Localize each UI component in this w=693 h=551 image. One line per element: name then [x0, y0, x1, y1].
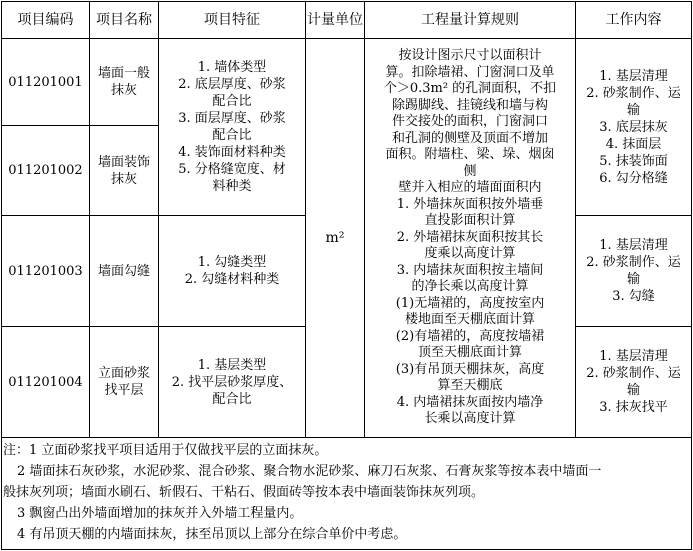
item-code: 011201001 [8, 74, 83, 90]
note-line: 4 有吊顶天棚的内墙面抹灰，抹至吊顶以上部分在综合单价中考虑。 [17, 527, 407, 542]
header-name: 项目名称 [96, 11, 152, 28]
header-code: 项目编码 [17, 11, 74, 28]
note-line: 注：1 立面砂浆找平项目适用于仅做找平层的立面抹灰。 [3, 443, 328, 458]
item-code: 011201003 [8, 263, 83, 279]
note-line: 2 墙面抹石灰砂浆，水泥砂浆、混合砂浆、聚合物水泥砂浆、麻刀石灰浆、石膏灰浆等按本表中墙面一 [17, 464, 602, 479]
item-name: 墙面一般 抹灰 [97, 66, 150, 98]
unit-value: m² [325, 229, 345, 246]
header-unit: 计量单位 [307, 11, 363, 28]
item-name: 墙面装饰 抹灰 [97, 154, 150, 187]
item-features: 1. 勾缝类型 2. 勾缝材料种类 [184, 255, 280, 287]
item-code: 011201004 [8, 374, 83, 390]
item-name: 墙面勾缝 [97, 263, 150, 279]
header-rule: 工程量计算规则 [421, 11, 519, 28]
table-border [1, 549, 692, 550]
work-content: 1. 基层清理 2. 砂浆制作、运 输 3. 底层抹灰 4. 抹面层 5. 抹装饰面 6. 勾分格缝 [586, 68, 681, 186]
work-content: 1. 基层清理 2. 砂浆制作、运 输 3. 抹灰找平 [586, 349, 681, 415]
calculation-rule: 按设计图示尺寸以面积计 算。扣除墙裙、门窗洞口及单 个＞0.3m² 的孔洞面积，不扣 除踢脚线、挂镜线和墙与构 件交接处的面积，门窗洞口 和孔洞的侧壁及顶面不增加 面积。附墙柱、梁、垛、烟囱 侧 壁并入相应的墙面面积内 1. 外墙抹灰面积按外墙垂 直投影面积计算 2. 外墙裙抹灰面积按其长 度乘以高度计算 3. 内墙抹灰面积按主墙间 的净长乘以高度计算 (1)无墙裙的，高度按室内 楼地面至天棚底面计算 (2)有墙裙的，高度按墙裙 顶至天棚底面计算 (3)有吊顶天棚抹灰，高度 算至天棚底 4. 内墙裙抹灰面按内墙净 长乘以高度计算 [383, 48, 557, 427]
work-content: 1. 基层清理 2. 砂浆制作、运 输 3. 勾缝 [586, 238, 681, 304]
item-features: 1. 基层类型 2. 找平层砂浆厚度、 配合比 [171, 357, 293, 407]
header-features: 项目特征 [204, 11, 260, 28]
item-name: 立面砂浆 找平层 [97, 366, 150, 398]
row-divider [1, 437, 692, 438]
item-code: 011201002 [8, 163, 83, 178]
header-work: 工作内容 [605, 11, 662, 28]
note-line: 般抹灰列项；墙面水刷石、斩假石、干粘石、假面砖等按本表中墙面装饰抹灰列项。 [3, 485, 485, 500]
table-border [691, 1, 692, 550]
shared-features: 1. 墙体类型 2. 底层厚度、砂浆 配合比 3. 面层厚度、砂浆 配合比 4. 装饰面材料种类 5. 分格缝宽度、材 料种类 [178, 60, 286, 194]
note-line: 3 飘窗凸出外墙面增加的抹灰并入外墙工程量内。 [17, 506, 303, 521]
